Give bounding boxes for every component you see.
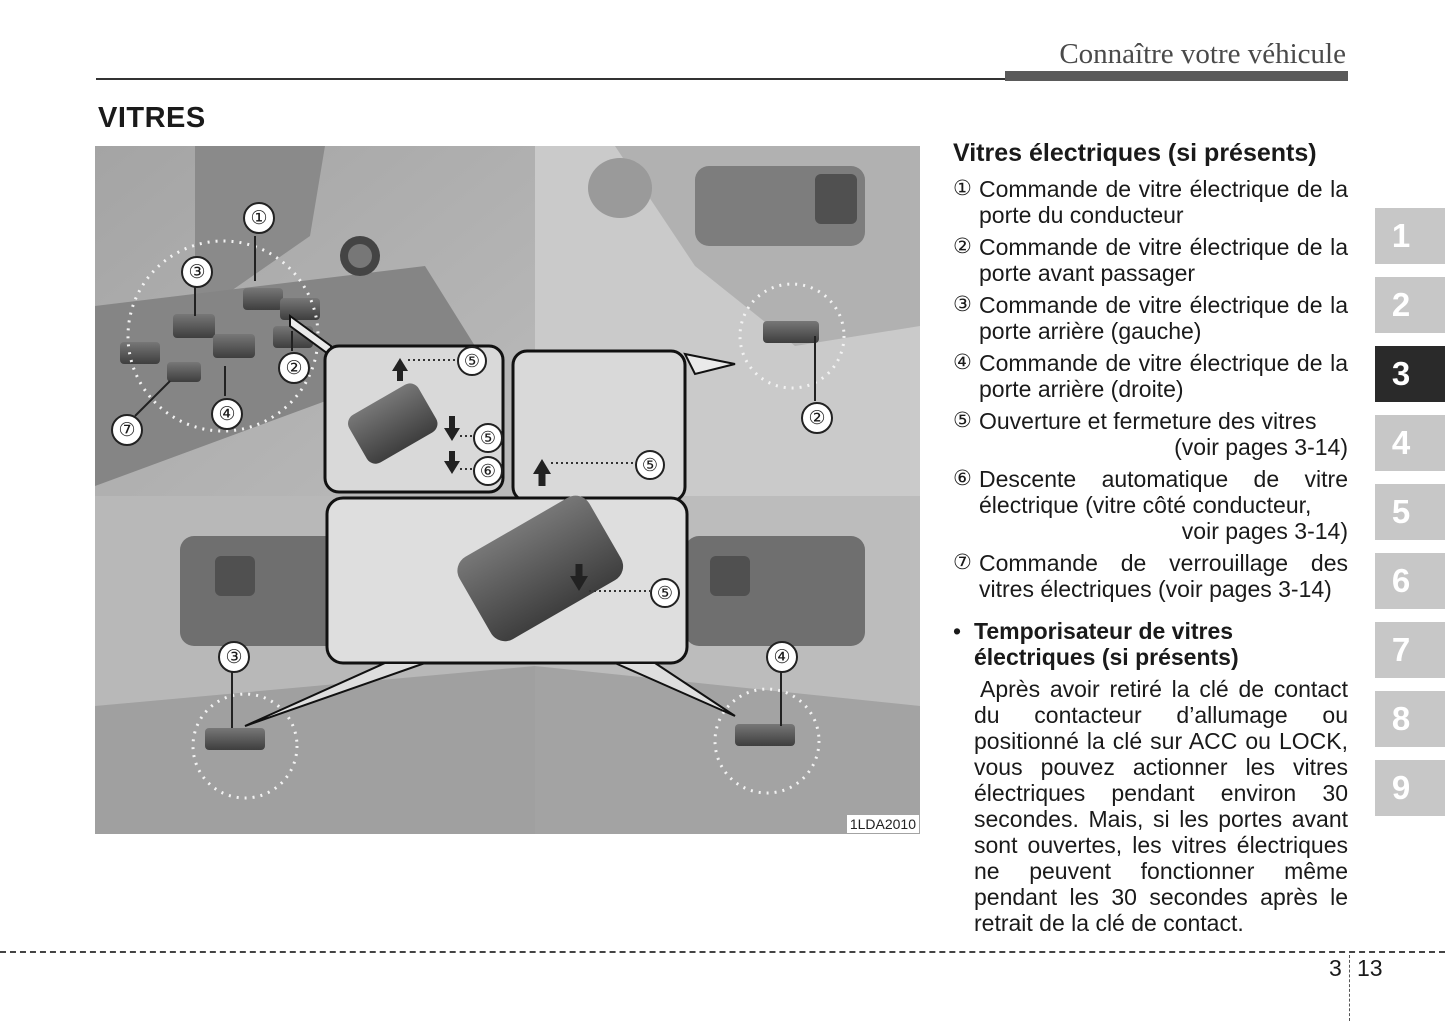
callout-5d: ⑤ <box>650 578 680 608</box>
list-item <box>953 292 1348 344</box>
callout-1: ① <box>243 202 275 234</box>
section-title: VITRES <box>98 102 206 134</box>
item-marker: ⑥ <box>953 467 972 490</box>
timer-note-title: Temporisateur de vitres électriques (si présents) <box>974 618 1239 670</box>
item-text: Ouverture et fermeture des vitres <box>979 408 1317 434</box>
list-item <box>953 550 1348 602</box>
chapter-tab-2[interactable]: 2 <box>1375 277 1445 333</box>
callout-7: ⑦ <box>111 414 143 446</box>
page-separator <box>1349 955 1350 1021</box>
footer-divider <box>0 951 1445 953</box>
chapter-tab-8[interactable]: 8 <box>1375 691 1445 747</box>
list-item <box>953 176 1348 228</box>
chapter-tab-6[interactable]: 6 <box>1375 553 1445 609</box>
chapter-tab-9[interactable]: 9 <box>1375 760 1445 816</box>
callout-5b: ⑤ <box>473 423 503 453</box>
callout-3: ③ <box>181 256 213 288</box>
header-bar <box>1005 71 1348 81</box>
chapter-tab-4[interactable]: 4 <box>1375 415 1445 471</box>
callout-5c: ⑤ <box>635 450 665 480</box>
item-page-ref: (voir pages 3-14) <box>1174 434 1348 460</box>
list-item <box>953 234 1348 286</box>
bullet: • <box>953 618 962 644</box>
item-text: Commande de vitre électrique de la porte du conducteur <box>979 176 1348 228</box>
page-number: 13 <box>1357 955 1383 981</box>
callout-4a: ④ <box>211 398 243 430</box>
figure-drawing <box>95 146 920 834</box>
list-item <box>953 466 1348 544</box>
item-text-wrap <box>979 408 1348 460</box>
content-column <box>953 140 1348 936</box>
callout-3b: ③ <box>218 641 250 673</box>
item-marker: ① <box>953 177 972 200</box>
item-marker: ④ <box>953 351 972 374</box>
page-chapter: 3 <box>1329 955 1342 981</box>
item-text: Commande de verrouillage des vitres électriques (voir pages 3-14) <box>979 550 1348 602</box>
chapter-tab-3[interactable]: 3 <box>1375 346 1445 402</box>
content-subtitle: Vitres électriques (si présents) <box>953 139 1317 167</box>
list-item <box>953 408 1348 460</box>
callout-5a: ⑤ <box>457 346 487 376</box>
item-marker: ⑦ <box>953 551 972 574</box>
item-text: Commande de vitre électrique de la porte avant passager <box>979 234 1348 286</box>
callout-2a: ② <box>278 352 310 384</box>
item-text: Descente automatique de vitre électrique (vitre côté conducteur, <box>979 466 1348 518</box>
callout-2b: ② <box>801 402 833 434</box>
header-title: Connaître votre véhicule <box>1059 38 1346 70</box>
item-text: Commande de vitre électrique de la porte arrière (gauche) <box>979 292 1348 344</box>
item-text: Commande de vitre électrique de la porte arrière (droite) <box>979 350 1348 402</box>
chapter-tab-1[interactable]: 1 <box>1375 208 1445 264</box>
item-marker: ③ <box>953 293 972 316</box>
window-switch-figure <box>95 146 920 834</box>
item-marker: ② <box>953 235 972 258</box>
timer-note <box>953 618 1348 936</box>
figure-code: 1LDA2010 <box>847 815 919 833</box>
item-text-wrap <box>979 466 1348 544</box>
callout-4b: ④ <box>766 641 798 673</box>
callout-6: ⑥ <box>473 456 503 486</box>
item-marker: ⑤ <box>953 409 972 432</box>
item-page-ref: voir pages 3-14) <box>1181 518 1348 544</box>
timer-note-body <box>974 618 1348 936</box>
chapter-tab-7[interactable]: 7 <box>1375 622 1445 678</box>
chapter-tab-5[interactable]: 5 <box>1375 484 1445 540</box>
timer-note-text: Après avoir retiré la clé de contact du contacteur d’allumage ou positionné la clé sur ACC ou LOCK, vous pouvez actionner les vitres électriques pendant environ 30 secondes. Mais, si les portes avant sont ouvertes, les vitres électriques ne peuvent fonctionner même pendant les 30 secondes après le retrait de la clé de contact. <box>974 676 1348 936</box>
header-rule <box>96 78 1006 80</box>
list-item <box>953 350 1348 402</box>
